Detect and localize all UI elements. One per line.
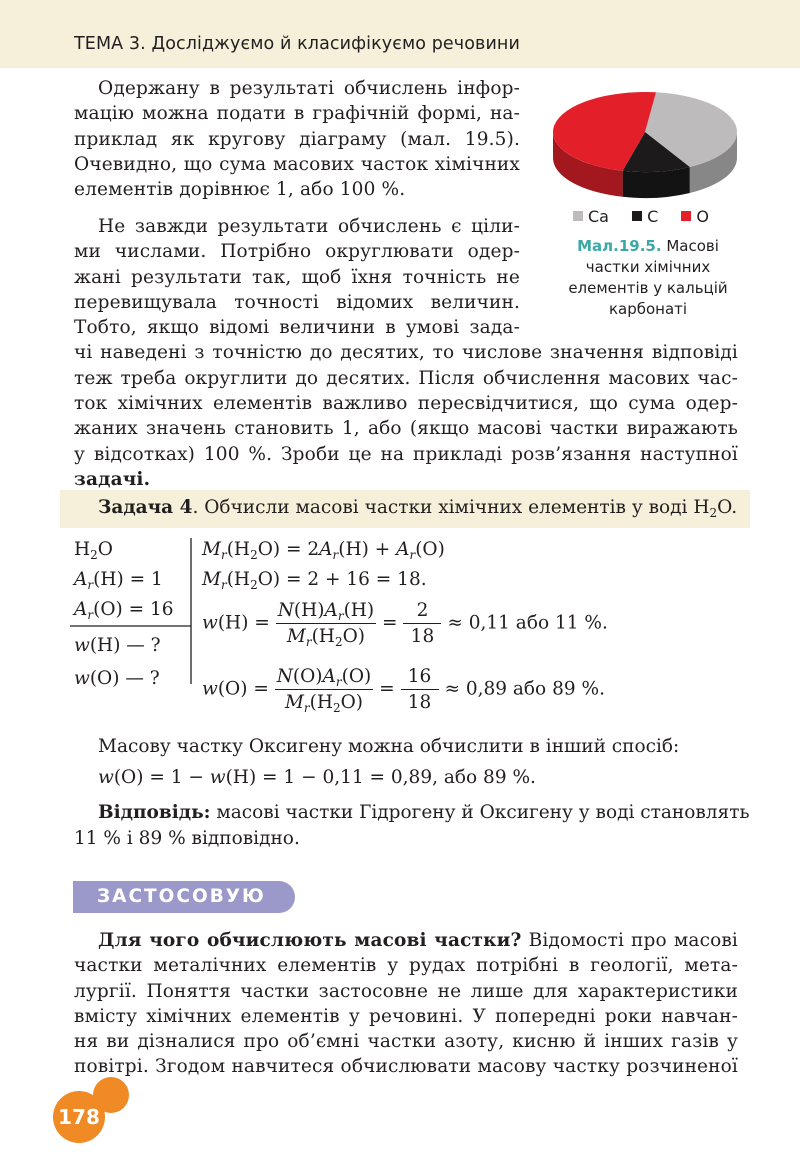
text: (H) = xyxy=(217,612,270,634)
pie-chart-svg xyxy=(545,86,745,201)
text-line: частки металічних елементів у рудах потрібні в геології, мета- xyxy=(74,955,738,977)
task-text: . Обчисли масові частки хімічних елементів у воді H xyxy=(192,497,710,518)
caption-text: Масові xyxy=(666,237,719,255)
given-ar-o xyxy=(74,599,174,620)
subscript: r xyxy=(303,701,310,715)
text: O xyxy=(97,539,113,560)
symbol: w xyxy=(98,767,114,788)
given-formula xyxy=(74,539,113,560)
subscript: r xyxy=(409,548,416,562)
symbol: A xyxy=(322,666,336,687)
numerator: 2 xyxy=(403,600,441,624)
text: (O) xyxy=(292,666,323,687)
text: (O) xyxy=(341,666,372,687)
solution-w-h xyxy=(202,600,608,647)
given-ar-h xyxy=(74,569,163,590)
fraction xyxy=(401,666,439,713)
symbol: A xyxy=(74,569,88,590)
solution-line-1 xyxy=(202,539,445,560)
text-line: повітрі. Згодом навчитеся обчислювати масову частку розчиненої xyxy=(74,1056,738,1078)
text-line: жаних значень становить 1, або (якщо масові частки виражають xyxy=(74,418,738,440)
numerator xyxy=(276,600,376,624)
find-w-o xyxy=(74,668,160,689)
fraction xyxy=(275,666,374,713)
text: (H) xyxy=(343,600,375,621)
text-line xyxy=(98,928,738,953)
section-badge-apply: ЗАСТОСОВУЮ xyxy=(73,881,295,913)
answer-line-2: 11 % і 89 % відповідно. xyxy=(74,828,300,849)
numerator: 16 xyxy=(401,666,439,690)
text-line-bold xyxy=(74,467,738,492)
numerator xyxy=(275,666,374,690)
legend-label-o: O xyxy=(696,207,709,226)
subscript: 2 xyxy=(250,548,258,562)
text: O) = 2 + 16 = 18. xyxy=(257,569,427,590)
symbol: w xyxy=(202,678,218,700)
symbol: A xyxy=(319,539,333,560)
caption-text: карбонаті xyxy=(608,300,688,318)
alt-method-equation xyxy=(98,767,536,788)
paragraph-rounding xyxy=(74,214,738,492)
alt-method-text: Масову частку Оксигену можна обчислити в інший спосіб: xyxy=(98,736,680,757)
caption-text: частки хімічних xyxy=(585,258,711,276)
denominator: $M_r(H_2O)$ xyxy=(284,692,364,715)
symbol: M xyxy=(286,626,306,647)
fraction xyxy=(276,600,376,647)
text: (H) — ? xyxy=(89,635,161,656)
fraction xyxy=(403,600,441,647)
text: = xyxy=(382,612,398,634)
caption-text: елементів у кальцій xyxy=(568,279,728,297)
symbol: M xyxy=(202,539,221,560)
denominator: 18 xyxy=(410,626,435,647)
task-label: Задача 4 xyxy=(98,497,193,518)
text-line: елементів дорівнює 1, або 100 %. xyxy=(74,179,406,201)
text-line: вмісту хімічних елементів у речовині. У попередні роки навчан- xyxy=(74,1005,738,1027)
task-text-end: O. xyxy=(717,497,738,518)
bold-text: Для чого обчислюють масові частки? xyxy=(98,930,522,951)
text: ≈ 0,11 або 11 %. xyxy=(447,612,608,634)
text: H xyxy=(74,539,91,560)
text: = xyxy=(379,678,395,700)
find-w-h xyxy=(74,635,161,656)
text: O) = 2 xyxy=(257,539,320,560)
subscript: r xyxy=(87,578,94,592)
subscript: r xyxy=(337,609,344,623)
text: масові частки Гідрогену й Оксигену у воді становлять xyxy=(210,802,750,823)
text: Відомості про масові xyxy=(521,930,739,951)
denominator: $M_r(H_2O)$ xyxy=(286,626,365,649)
subscript: r xyxy=(87,608,94,622)
text: (O) — ? xyxy=(89,668,160,689)
text-line: Очевидно, що сума масових часток хімічних xyxy=(74,153,520,175)
text: (H xyxy=(226,569,251,590)
symbol: w xyxy=(74,668,90,689)
text: (H) + xyxy=(338,539,397,560)
symbol: w xyxy=(202,612,218,634)
text: (O) = 16 xyxy=(93,599,174,620)
subscript: r xyxy=(332,548,339,562)
subscript: r xyxy=(305,635,312,649)
solution-line-2 xyxy=(202,569,427,590)
text-line: теж треба округлити до десятих. Після обчислення масових час- xyxy=(74,367,738,389)
symbol: w xyxy=(209,767,226,788)
solution-w-o xyxy=(202,666,605,713)
subscript: r xyxy=(220,578,227,592)
text: ≈ 0,89 або 89 %. xyxy=(444,678,605,700)
caption-label: Мал.19.5. xyxy=(577,237,662,255)
text-line: перевищувала точності відомих величин. xyxy=(74,291,520,313)
legend-label-ca: Ca xyxy=(588,207,609,226)
text-line: ток хімічних елементів важливо пересвідчитися, що сума одер- xyxy=(74,393,738,415)
text: (O) xyxy=(415,539,445,560)
text-line: Одержану в результаті обчислень інфор- xyxy=(98,78,520,99)
symbol: M xyxy=(284,692,304,713)
denominator: 18 xyxy=(407,692,432,713)
symbol: M xyxy=(202,569,221,590)
symbol: A xyxy=(396,539,410,560)
symbol: N xyxy=(276,666,293,687)
text: (H) = 1 xyxy=(93,569,163,590)
paragraph-apply xyxy=(74,928,738,1080)
text: (O) = 1 − xyxy=(113,767,210,788)
text: (H) = 1 − 0,11 = 0,89, або 89 %. xyxy=(225,767,536,788)
subscript: r xyxy=(335,675,342,689)
text: (H) xyxy=(293,600,325,621)
bold-text: задачі. xyxy=(74,468,151,490)
text-line: лургії. Поняття частки застосовне не лише для характеристики xyxy=(74,980,738,1002)
subscript: r xyxy=(220,548,227,562)
symbol: A xyxy=(324,600,338,621)
subscript: 2 xyxy=(333,701,341,715)
text: (O) = xyxy=(217,678,269,700)
text-line: приклад як кругову діаграму (мал. 19.5). xyxy=(74,128,520,150)
text: (H xyxy=(226,539,251,560)
pie-chart xyxy=(545,86,745,201)
symbol: w xyxy=(74,635,90,656)
page-number: 178 xyxy=(53,1091,105,1143)
legend-label-c: C xyxy=(647,207,659,226)
text-line: жані результати так, щоб їхня точність не xyxy=(74,266,520,288)
subscript: 2 xyxy=(90,548,98,562)
text-line: Не завжди результати обчислень є ціли- xyxy=(98,216,520,237)
symbol: N xyxy=(277,600,294,621)
answer-label: Відповідь: xyxy=(98,802,211,823)
text-line: ня ви дізналися про об’ємні частки азоту, кисню й інших газів у xyxy=(74,1031,738,1053)
subscript: 2 xyxy=(250,578,258,592)
page-header-title: ТЕМА 3. Досліджуємо й класифікуємо речовини xyxy=(74,34,520,54)
text-line: у відсотках) 100 %. Зроби це на прикладі розв’язання наступної xyxy=(74,443,738,465)
subscript: 2 xyxy=(709,506,718,520)
text-line: Тобто, якщо відомі величини в умові зада- xyxy=(74,317,520,339)
text-line: ми числами. Потрібно округлювати одер- xyxy=(74,241,520,263)
task-statement xyxy=(98,497,737,518)
symbol: A xyxy=(74,599,88,620)
subscript: 2 xyxy=(334,635,343,649)
text-line: чі наведені з точністю до десятих, то числове значення відповіді xyxy=(74,342,738,364)
answer-line-1 xyxy=(98,802,750,823)
paragraph-intro xyxy=(74,76,520,202)
text-line: мацію можна подати в графічній формі, на- xyxy=(74,103,520,125)
